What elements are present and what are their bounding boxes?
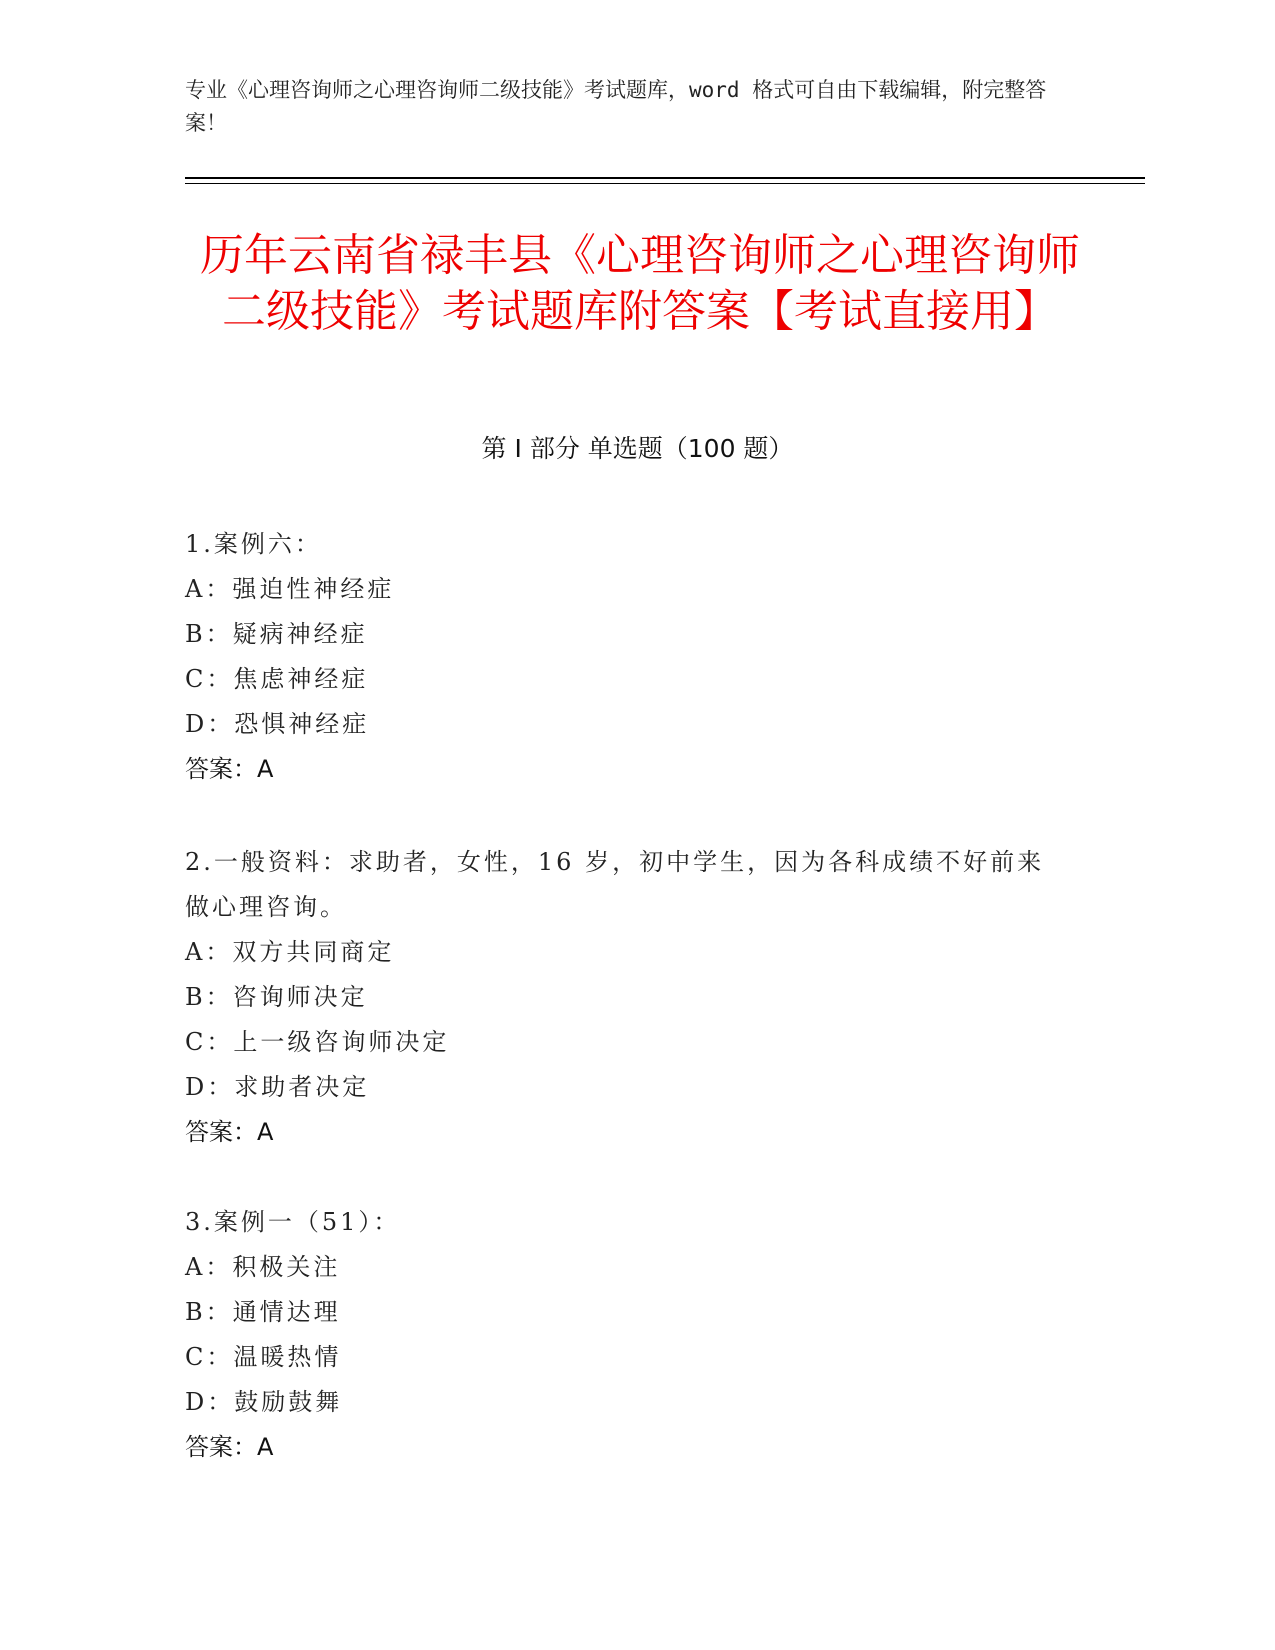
- option-c: C：上一级咨询师决定: [185, 1028, 450, 1056]
- question-stem: 2.一般资料：求助者，女性，16 岁，初中学生，因为各科成绩不好前来做心理咨询。: [185, 848, 1045, 921]
- option-a: A：积极关注: [185, 1253, 341, 1281]
- question-2: [185, 840, 1065, 1155]
- header-divider-top: [185, 177, 1145, 179]
- question-stem: 1.案例六：: [185, 530, 322, 558]
- header-note: 专业《心理咨询师之心理咨询师二级技能》考试题库，word 格式可自由下载编辑，附完整答案！: [185, 78, 1047, 135]
- option-a: A：强迫性神经症: [185, 575, 395, 603]
- document-title: 历年云南省禄丰县《心理咨询师之心理咨询师二级技能》考试题库附答案【考试直接用】: [200, 230, 1080, 337]
- answer-line: 答案：A: [185, 755, 274, 783]
- option-b: B：疑病神经症: [185, 620, 368, 648]
- question-stem: 3.案例一（51）：: [185, 1208, 401, 1236]
- option-c: C：温暖热情: [185, 1343, 342, 1371]
- option-b: B：通情达理: [185, 1298, 341, 1326]
- option-b: B：咨询师决定: [185, 983, 368, 1011]
- answer-line: 答案：A: [185, 1118, 274, 1146]
- question-1: [185, 522, 1065, 792]
- option-d: D：鼓励鼓舞: [185, 1388, 343, 1416]
- section-heading: 第 I 部分 单选题（100 题）: [481, 434, 794, 463]
- option-d: D：求助者决定: [185, 1073, 370, 1101]
- option-d: D：恐惧神经症: [185, 710, 370, 738]
- header-divider-bottom: [185, 183, 1145, 184]
- option-c: C：焦虑神经症: [185, 665, 369, 693]
- option-a: A：双方共同商定: [185, 938, 395, 966]
- answer-line: 答案：A: [185, 1433, 274, 1461]
- question-3: [185, 1200, 1065, 1470]
